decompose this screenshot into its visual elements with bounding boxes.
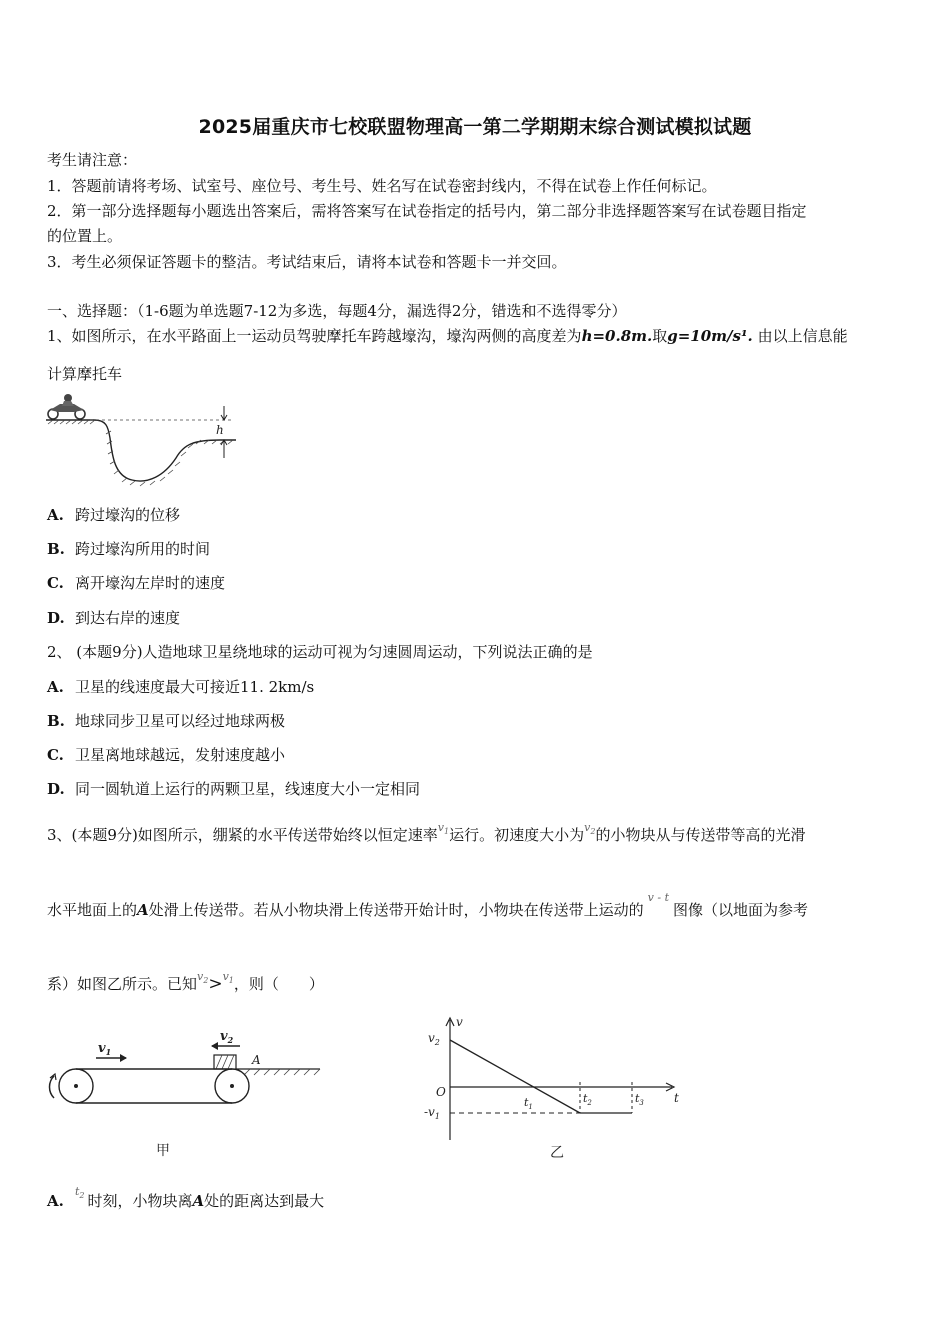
block-v2-label: $v_2$ (220, 1029, 234, 1045)
q1-option-a: A. 跨过壕沟的位移 (47, 506, 181, 524)
q1-stem-cont: 计算摩托车 (47, 365, 123, 383)
notice-item-2: 2．第一部分选择题每小题选出答案后，需将答案写在试卷指定的括号内，第二部分非选择题答案写在试卷题目指定 (47, 202, 807, 220)
q2-option-b: B. 地球同步卫星可以经过地球两极 (47, 712, 286, 730)
q3-vt-graph (420, 1012, 690, 1162)
section-heading: 一、选择题：（1-6题为单选题7-12为多选，每题4分，漏选得2分，错选和不选得零分） (47, 302, 627, 320)
q1-option-c: C. 离开壕沟左岸时的速度 (47, 574, 226, 592)
motorcycle-icon (48, 394, 85, 419)
notice-item-3: 3．考生必须保证答题卡的整洁。考试结束后，请将本试卷和答题卡一并交回。 (47, 253, 567, 271)
q3-known-v1: v1 (222, 970, 234, 985)
notice-item-1: 1．答题前请将考场、试室号、座位号、考生号、姓名写在试卷密封线内，不得在试卷上作任何标记。 (47, 177, 717, 195)
belt-v1-label: $v_1$ (98, 1041, 112, 1057)
q3-stem-2: 水平地面上的A处滑上传送带。若从小物块滑上传送带开始计时，小物块在传送带上运动的$^{v - t}$图像（以地面为参考 (47, 891, 809, 919)
origin-label: O (436, 1085, 446, 1099)
q1-g-value: g=10m/s¹. (667, 327, 753, 345)
q1-option-b: B. 跨过壕沟所用的时间 (47, 540, 211, 558)
q3-option-a: A.$^{t_2}$ 时刻，小物块离A处的距离达到最大 (47, 1185, 325, 1210)
q3-sym-v1: v1 (437, 821, 450, 836)
page-title: 2025届重庆市七校联盟物理高一第二学期期末综合测试模拟试题 (198, 116, 752, 138)
q3-stem-1: 3、(本题9分)如图所示，绷紧的水平传送带始终以恒定速率$^{v_1}$运行。初速度大小为$^{v_2}$的小物块从与传送带等高的光滑 (47, 821, 806, 844)
q1-stem: 1、如图所示，在水平路面上一运动员驾驶摩托车跨越壕沟，壕沟两侧的高度差为h=0.8m.取g=10m/s¹. 由以上信息能 (47, 327, 848, 345)
q3-option-a-t2: t2 (75, 1185, 85, 1200)
q2-stem: 2、 (本题9分)人造地球卫星绕地球的运动可视为匀速圆周运动，下列说法正确的是 (47, 643, 593, 661)
q1-ditch-figure (44, 392, 244, 496)
q2-option-d: D. 同一圆轨道上运行的两颗卫星，线速度大小一定相同 (47, 780, 421, 798)
q2-option-c: C. 卫星离地球越远，发射速度越小 (47, 746, 286, 764)
q3-stem-3: 系）如图乙所示。已知$^{v_2}$>$^{v_1}$，则（ ） (47, 970, 324, 994)
q3-conveyor-figure (40, 1022, 330, 1162)
notice-item-2-cont: 的位置上。 (47, 227, 123, 245)
v2-tick-label: $v_2$ (428, 1031, 440, 1047)
q3-known-v2: v2 (197, 970, 209, 985)
q3-sym-vt: v - t (647, 891, 670, 904)
neg-v1-tick-label: $-v_1$ (424, 1105, 440, 1121)
q1-option-d: D. 到达右岸的速度 (47, 609, 181, 627)
q1-h-value: h=0.8m. (581, 327, 653, 345)
t3-tick-label: $t_3$ (635, 1092, 644, 1107)
q3-sym-v2: v2 (584, 821, 596, 836)
v-axis-label: v (456, 1015, 463, 1029)
t1-tick-label: $t_1$ (524, 1096, 533, 1111)
vt-line-decel (450, 1040, 580, 1113)
point-a-label: A (252, 1053, 261, 1067)
t2-tick-label: $t_2$ (583, 1092, 592, 1107)
figure-yi-caption: 乙 (550, 1145, 564, 1161)
q2-option-a: A. 卫星的线速度最大可接近11. 2km/s (47, 678, 315, 696)
notice-heading: 考生请注意： (47, 151, 138, 169)
t-axis-label: t (674, 1091, 679, 1105)
q1-fig-label-h: h (216, 423, 224, 437)
figure-jia-caption: 甲 (156, 1143, 170, 1159)
